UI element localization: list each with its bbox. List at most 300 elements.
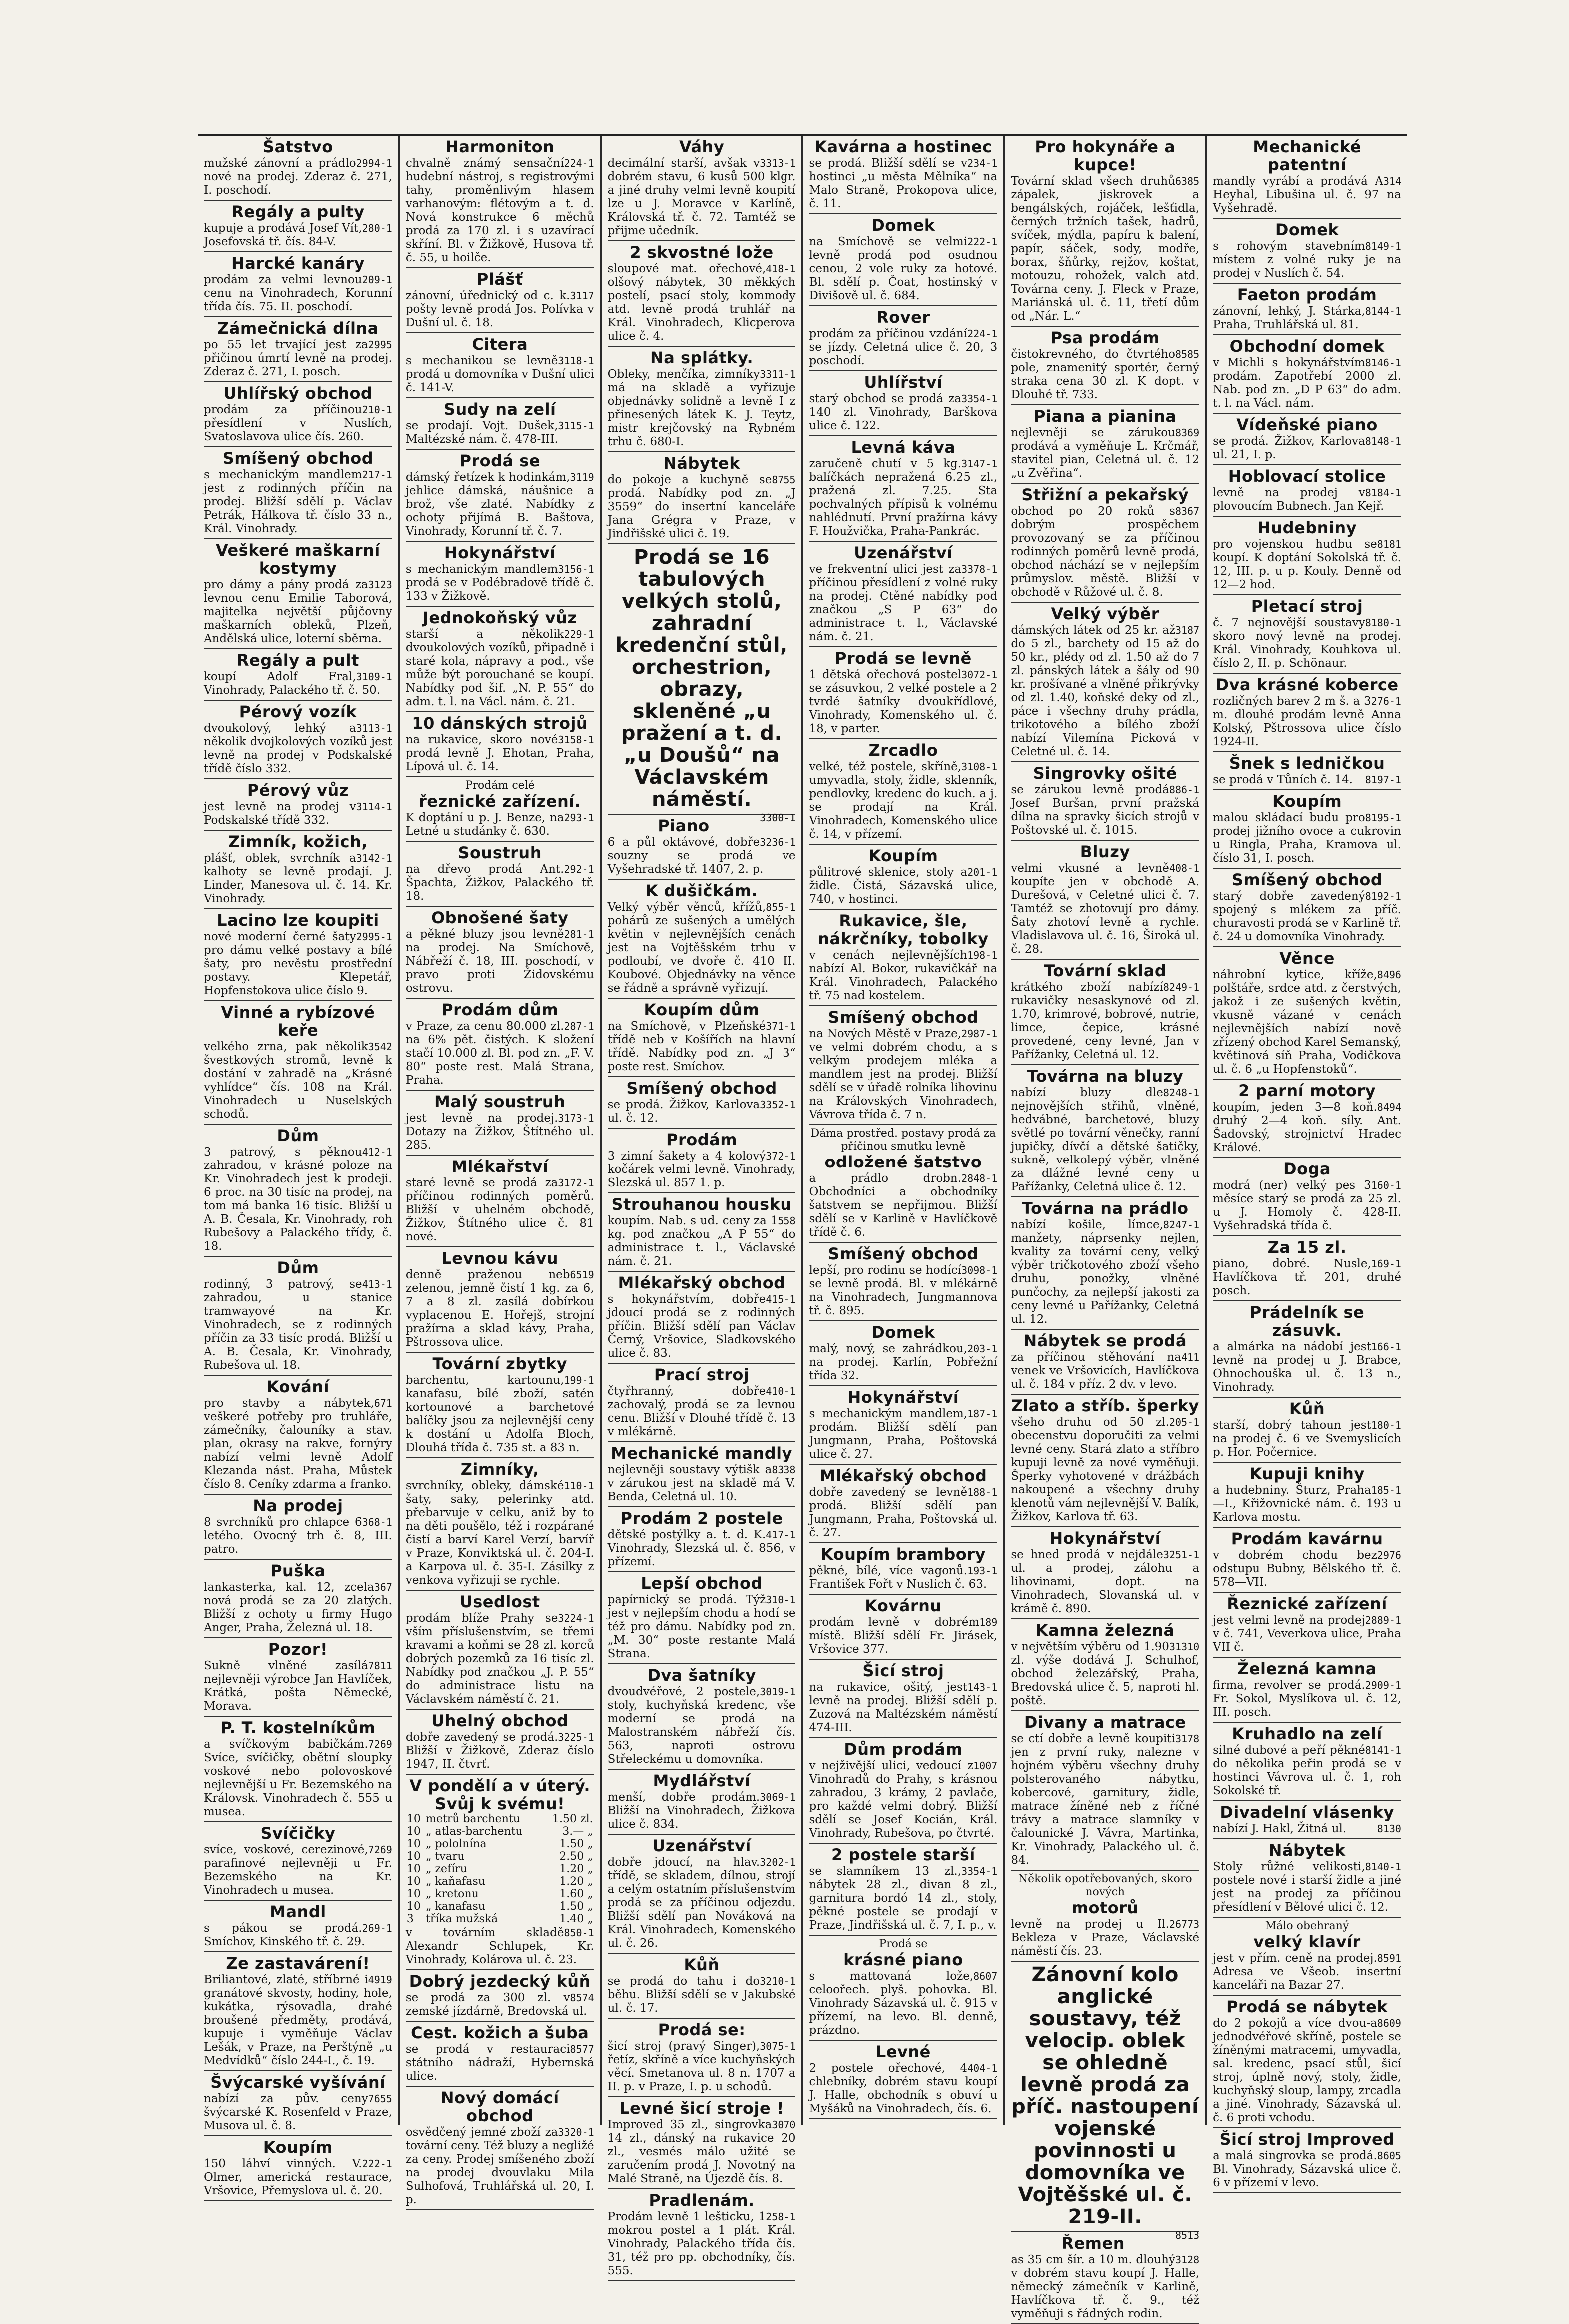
classified-ad — [1011, 762, 1199, 841]
column-1 — [198, 136, 398, 2197]
ad-title: Koupím — [1272, 792, 1342, 811]
classified-ad — [1213, 1398, 1401, 1463]
ad-text: starý obchod se prodá za 140 zl. Vinohrady, Barškova ulice č. 122. — [809, 392, 998, 432]
ad-text: obchod po 20 roků s dobrým prospěchem provozovaný se za příčinou rodinných poměrů levně prodá, obchod náchází se v nejlepším průmyslov. městě. Bližší v obchodě v Růžové ul. č. 8. — [1011, 505, 1200, 599]
ad-subtitle: Svůj k svému! — [435, 1794, 565, 1813]
ad-text: nabízí J. Hakl, Žitná ul. — [1213, 1822, 1347, 1835]
ad-body — [1213, 305, 1401, 332]
ad-body — [406, 2126, 594, 2207]
ad-text: mužské zánovní a prádlo nové na prodej. Zderaz č. 271, I. poschodí. — [204, 157, 392, 197]
classified-ad — [406, 1353, 594, 1458]
ad-body — [809, 235, 997, 303]
ad-code: 8496 — [1377, 969, 1401, 981]
ad-text: 3 zimní šakety a 4 kolový kočárek velmi levně. Vinohrady, Slezská ul. 857 1. p. — [607, 1150, 796, 1189]
ad-text: s mattovaná lože, celoořech. plyš. pohovka. Bl. Vinohrady Sázavská ul. č. 915 v přízemí, na levo. Bl. denně, prázdno. — [809, 1970, 998, 2037]
ad-code: 418-1 — [766, 263, 796, 275]
ad-text: dobře zavedený se prodá. Bližší v Žižkově, Zderaz číslo 1947, II. čtvrť. — [405, 1731, 594, 1771]
ad-code: 185-1 — [1371, 1484, 1401, 1496]
ad-text: a hudebniny. Šturz, Praha—I., Křižovnické nám. č. 193 u Karlova mostu. — [1213, 1484, 1401, 1524]
ad-body — [608, 2118, 796, 2186]
ad-text: Improved 35 zl., singrovka 14 zl., dánský na rukavice 20 zl., vesmés málo užité se zaručením prodá J. Novotný na Malé Straně, na Újezdě čís. 8. — [607, 2118, 796, 2185]
ad-title: Tovární sklad — [1044, 961, 1167, 980]
price-row — [406, 1888, 594, 1900]
ad-text: po 55 let trvající jest za přičinou úmrtí levně na prodej. Zderaz č. 271, I. posch. — [204, 338, 392, 378]
ad-title: Kamna železná — [1035, 1621, 1175, 1640]
ad-title: Věnce — [1279, 949, 1335, 968]
ad-text: kupuje a prodává Josef Vít, Josefovská tř. čís. 84-V. — [204, 222, 362, 248]
ad-text: na rukavice, ošitý, jest levně na prodej. Bližší sdělí p. Zuzová na Maltézském náměstí 474-III. — [809, 1681, 998, 1734]
ad-code: 4919 — [368, 1974, 392, 1986]
ad-body — [608, 1791, 796, 1831]
price-row — [406, 1875, 594, 1888]
ad-title: Kruhadlo na zelí — [1232, 1724, 1382, 1743]
ad-body — [809, 1616, 997, 1656]
ad-body — [1213, 356, 1401, 410]
ad-text: pro dámy a pány prodá za levnou cenu Emilie Taborová, majitelka největší půjčovny maškarních obleků, Plzeň, Andělská ulice, loterní sběrna. — [204, 578, 392, 645]
ad-title: Pozor! — [268, 1640, 328, 1659]
ad-body — [1213, 175, 1401, 215]
classified-ad — [1011, 2232, 1199, 2324]
price-row — [406, 1913, 594, 1925]
ad-code: 413-1 — [362, 1278, 392, 1290]
ad-title: Sudy na zelí — [443, 400, 556, 419]
price-cell: „ pololnína — [426, 1838, 487, 1850]
ad-title: Mechanické mandly — [611, 1444, 792, 1463]
classified-ad — [204, 1822, 392, 1901]
ad-code: 412-1 — [362, 1146, 392, 1158]
ad-text: denně praženou neb zelenou, jemně čistí 1 kg. za 6, 7 a 8 zl. zasílá dobírkou vyplacenou E. Hořejš, strojní pražírna a sklad kávy, Praha, Pštrossova ulice. — [405, 1268, 594, 1349]
ad-title: Dobrý jezdecký kůň — [409, 1972, 591, 1991]
price-cell: 10 — [406, 1875, 421, 1888]
ad-title: Řeznické zařízení — [1227, 1594, 1387, 1613]
classified-ad — [1213, 1996, 1401, 2128]
ad-text: koupím, jeden 3—8 koň. druhý 2—4 koň. síly. Ant. Šadovský, strojnictví Hradec Králové. — [1213, 1101, 1401, 1154]
ad-code: 276-1 — [1371, 695, 1401, 707]
classified-ad — [1213, 414, 1401, 465]
ad-title: Domek — [871, 1323, 935, 1342]
ad-body — [1011, 1918, 1199, 1958]
ad-body — [1213, 486, 1401, 513]
ad-code: 229-1 — [564, 628, 594, 640]
ad-text: č. 7 nejnovější soustavy skoro nový levně na prodej. Král. Vinohrady, Kouhkova ul. číslo 2, II. p. Schönaur. — [1213, 616, 1401, 670]
ad-code: 8609 — [1377, 2017, 1401, 2029]
ad-body — [809, 1172, 997, 1239]
ad-body — [204, 1738, 392, 1819]
ad-code: 3115-1 — [558, 420, 594, 432]
ad-code: 287-1 — [564, 1020, 594, 1032]
ad-code: 224-1 — [564, 157, 594, 169]
ad-code: 3320-1 — [558, 2126, 594, 2138]
ad-code: 8755 — [772, 474, 796, 486]
ad-body — [608, 1214, 796, 1268]
ad-title: motorů — [1071, 1898, 1139, 1917]
ad-text: a prádlo drobn. Obchodníci a obchodníky šatstvem se nepřijmou. Bližší sdělí se v Karlině v Havlíčkově třídě č. 6. — [809, 1172, 998, 1239]
ad-body — [1011, 2253, 1199, 2321]
price-cell: „ atlas-barchentu — [426, 1825, 523, 1838]
ad-text: prodám levně v dobrém místě. Bližší sdělí Fr. Jirásek, Vršovice 377. — [809, 1616, 998, 1656]
ad-title: Divadelní vlásenky — [1220, 1803, 1394, 1822]
ad-title: Mlékařství — [451, 1157, 549, 1176]
ad-text: K doptání u p. J. Benze, na Letné u studánky č. 630. — [405, 811, 564, 838]
ad-code: 7269 — [368, 1844, 392, 1856]
classified-ad — [1011, 327, 1199, 405]
ad-body — [1011, 1351, 1199, 1391]
ad-title: Kupuji knihy — [1249, 1464, 1365, 1483]
ad-text: malou skládací budu pro prodej jižního ovoce a cukrovin u Ringla, Praha, Kramova ul. číslo 31, I. posch. — [1213, 811, 1401, 865]
ad-body — [204, 157, 392, 197]
ad-body — [1011, 981, 1199, 1062]
ad-code: 8148-1 — [1365, 435, 1401, 447]
ad-title: Prodá se nábytek — [1226, 1997, 1388, 2016]
ad-text: svrchníky, obleky, dámské šaty, saky, pelerinky atd. přebarvuje v celku, aniž by to na děti poušělo, též i rozpárané čistí a barví Karel Verzí, barvíř v Praze, Konviktská ul. č. 204-I. a Karpova ul. č. 35-I. Zásilky z venkova vyřizuji se rychle. — [405, 1479, 594, 1587]
ad-title: Nábytek se prodá — [1023, 1331, 1187, 1350]
ad-title: Zimníky, — [460, 1460, 539, 1479]
ad-code: 3236-1 — [760, 836, 796, 848]
ad-body — [1213, 811, 1401, 865]
ad-body — [1011, 175, 1199, 323]
classified-ad — [204, 1376, 392, 1495]
ad-text: 6 a půl oktávové, dobře souzny se prodá ve Vyšehradské tř. 1407, 2. p. — [607, 836, 796, 876]
ad-title: Usedlost — [459, 1592, 540, 1611]
classified-ad — [809, 739, 997, 845]
ad-body — [809, 949, 997, 1003]
ad-body — [809, 1564, 997, 1591]
classified-ad — [204, 252, 392, 317]
column-3 — [600, 136, 802, 2277]
classified-ad — [809, 1125, 997, 1243]
classified-ad — [406, 268, 594, 333]
classified-ad — [608, 347, 796, 452]
classified-ad — [406, 1710, 594, 1775]
ad-title: Lacino lze koupiti — [217, 911, 379, 930]
ad-text: na rukavice, skoro nové prodá levně J. Ehotan, Praha, Lípová ul. č. 14. — [405, 733, 594, 773]
ad-preamble: Prodá se — [879, 1938, 928, 1950]
ad-code: 3352-1 — [760, 1099, 796, 1111]
classified-ad — [204, 1952, 392, 2071]
classified-ad — [1213, 1723, 1401, 1801]
ad-text: starší, dobrý tahoun jest na prodej č. 6 ve Svemyslicích p. Hor. Počernice. — [1213, 1419, 1401, 1459]
ad-body — [809, 563, 997, 644]
ad-code: 367 — [374, 1581, 392, 1593]
ad-code: 160-1 — [1371, 1179, 1401, 1191]
ad-body — [1011, 783, 1199, 837]
classified-ad — [1011, 1711, 1199, 1871]
ad-body — [204, 1922, 392, 1949]
ad-body — [608, 2040, 796, 2094]
ad-body — [809, 1264, 997, 1318]
ad-code: 855-1 — [766, 901, 796, 913]
ad-body — [204, 1516, 392, 1556]
ad-body — [608, 836, 796, 876]
classified-columns — [198, 134, 1407, 2320]
classified-ad — [406, 450, 594, 542]
ad-body — [204, 670, 392, 697]
ad-body — [204, 1040, 392, 1121]
ad-text: dámský řetízek k hodinkám, jehlice dámská, náušnice a brož, vše zlaté. Nabídky z ochoty přijímá B. Baštova, Vinohrady, Korunní tř. č. 7. — [405, 471, 594, 538]
ad-text: v nejživější ulici, vedoucí z Vinohradů do Prahy, s krásnou zahradou, 3 krámy, 2 pavlače, pro každé velmi dobrý. Bližší sdělí se Josef Kocián, Král. Vinohrady, Rubešova, po čtvrté. — [809, 1759, 998, 1840]
ad-code: 169-1 — [1371, 1258, 1401, 1270]
ad-text: 8 svrchníků pro chlapce 6 letého. Ovocný trh č. 8, III. patro. — [204, 1516, 392, 1556]
ad-code: 310-1 — [766, 1594, 796, 1606]
ad-code: 3354-1 — [961, 393, 998, 405]
ad-text: Prodám levně 1 lešticku, 1 mokrou postel a 1 plát. Král. Vinohrady, Palackého třída čís. 31, též pro pp. obchodníky, čís. 555. — [607, 2210, 796, 2277]
ad-text: Stoly růžné velikosti, postele nové i starší židle a jiné jest na prodej za příčinou přesídlení v Bělové ulici č. 12. — [1213, 1860, 1401, 1914]
classified-ad — [809, 214, 997, 306]
classified-ad — [608, 2097, 796, 2189]
ad-body — [608, 1098, 796, 1125]
ad-body — [204, 1581, 392, 1635]
ad-text: v Praze, za cenu 80.000 zl. na 6% pět. čistých. K složení stačí 10.000 zl. Bl. pod zn. „F. V. 80“ poste rest. Malá Strana, Praha. — [405, 1020, 594, 1087]
classified-ad — [809, 910, 997, 1006]
classified-ad — [1213, 1080, 1401, 1158]
ad-text: starší a několik dvoukolových vozíků, připadně i staré kola, nápravy a pod., vše může být porouchané se koupí. Nabídky pod šif. „N. P. 55“ do adm. t. l. na Václ. nám. č. 21. — [405, 628, 594, 708]
ad-code: 3172-1 — [558, 1177, 594, 1189]
ad-body — [1213, 1614, 1401, 1654]
ad-code: 3147-1 — [961, 458, 998, 470]
ad-body — [1213, 890, 1401, 944]
classified-ad — [1213, 674, 1401, 752]
ad-text: mandly vyrábí a prodává A Heyhal, Libušina ul. č. 97 na Vyšehradě. — [1213, 175, 1401, 215]
ad-title: Domek — [1275, 220, 1339, 239]
ad-body — [1213, 1179, 1401, 1233]
ad-title: Lepší obchod — [641, 1574, 763, 1593]
ad-text: s mechanickým mandlem prodá se v Podébradově třídě č. 133 v Žižkově. — [405, 563, 594, 603]
ad-body — [1213, 1860, 1401, 1914]
ad-code: 2889-1 — [1365, 1614, 1401, 1626]
classified-ad — [809, 1543, 997, 1595]
ad-body — [406, 1612, 594, 1706]
ad-code: 404-1 — [967, 2062, 998, 2074]
ad-text: Obleky, menčíka, zimníky má na skladě a vyřizuje objednávky solidně a levně I z přinesených látek K. J. Teytz, mistr krejčovský na Rybném trhu č. 680-I. — [607, 368, 796, 448]
ad-code: 3224-1 — [558, 1612, 594, 1624]
ad-code: 187-1 — [967, 1408, 998, 1420]
classified-ad — [204, 1717, 392, 1822]
ad-body — [1213, 2149, 1401, 2190]
ad-text: a malá singrovka se prodá. Bl. Vinohrady, Sázavská ulice č. 6 v přízemí v levo. — [1213, 2149, 1401, 2189]
ad-title: Zánovní kolo anglické soustavy, též velocip. oblek se ohledně levně prodá za příč. nastoupení vojenské povinnosti u domovníka ve Vojtěšské ul. č. 219-II. — [1011, 1963, 1199, 2228]
ad-text: modrá (ner) velký pes 3 měsíce starý se prodá za 25 zl. u J. Homoly č. 428-II. Vyšehradská třída č. — [1213, 1179, 1401, 1232]
ad-body — [406, 1176, 594, 1244]
ad-body — [809, 1759, 997, 1840]
ad-body — [1011, 505, 1199, 599]
ad-code: 2995-1 — [356, 931, 392, 943]
ad-title: Vinné a rybízové keře — [221, 1003, 375, 1040]
classified-ad — [406, 1458, 594, 1591]
classified-ad — [809, 1243, 997, 1321]
classified-ad — [1011, 1527, 1199, 1619]
ad-body — [406, 1268, 594, 1349]
column-6 — [1205, 136, 1407, 2189]
ad-code: 6385 — [1175, 175, 1200, 187]
ad-code: 180-1 — [1371, 1419, 1401, 1431]
ad-body — [1213, 616, 1401, 670]
ad-body — [406, 157, 594, 265]
classified-ad — [406, 398, 594, 450]
ad-body — [406, 354, 594, 395]
ad-code: 8149-1 — [1365, 240, 1401, 252]
ad-title: Pérový vůz — [247, 781, 349, 800]
price-cell: „ tvaru — [426, 1850, 465, 1863]
classified-ad — [809, 1006, 997, 1125]
ad-code: 3069-1 — [760, 1791, 796, 1803]
classified-ad — [608, 2019, 796, 2097]
classified-ad — [809, 306, 997, 371]
ad-text: levně na prodej u Il. Bekleza v Praze, Václavské náměstí čís. 23. — [1011, 1918, 1200, 1958]
ad-text: 3 patrový, s pěknou zahradou, v krásné poloze na Kr. Vinohradech jest k prodeji. 6 proc. na 30 tisíc na prodej, na tom má banka 16 tisíc. Bližší u A. B. Česala, Kr. Vinohrady, roh Rubešovy a Palackého třídy, č. 18. — [204, 1146, 392, 1253]
ad-code: 8369 — [1175, 427, 1200, 439]
ad-text: s hokynářstvím, dobře jdoucí prodá se z rodinných příčin. Bližší sdělí pan Václav Černý, Vršovice, Sladkovského ulice č. 83. — [607, 1293, 796, 1360]
ad-title: Hokynářství — [444, 543, 556, 562]
ad-title: Soustruh — [458, 843, 542, 862]
ad-title: Smíšený obchod — [626, 1079, 777, 1098]
column-2 — [398, 136, 600, 2206]
ad-body — [1011, 1548, 1199, 1616]
price-cell: 1.50 „ — [559, 1838, 593, 1850]
ad-code: 258-1 — [766, 2211, 796, 2223]
ad-text: se prodá. Žižkov, Karlova ul. č. 12. — [607, 1098, 760, 1125]
ad-text: nabízí za pův. ceny švýcarské K. Rosenfeld v Praze, Musova ul. č. 8. — [204, 2092, 392, 2132]
ad-body — [406, 419, 594, 446]
classified-ad — [1213, 1528, 1401, 1593]
ad-body — [1213, 1952, 1401, 1992]
ad-code: 189 — [979, 1616, 998, 1628]
classified-ad — [1213, 335, 1401, 414]
ad-body — [608, 1593, 796, 1661]
classified-ad — [1011, 1962, 1200, 2241]
ad-code: 3542 — [368, 1041, 392, 1053]
ad-code: 8144-1 — [1365, 305, 1401, 317]
classified-ad — [809, 371, 997, 436]
ad-code: 110-1 — [564, 1480, 594, 1492]
ad-code: 8513 — [1175, 2229, 1200, 2241]
ad-title: Smíšený obchod — [828, 1244, 979, 1263]
ad-code: 198-1 — [967, 949, 998, 961]
ad-title: Za 15 zl. — [1267, 1238, 1347, 1257]
ad-body — [204, 468, 392, 536]
price-row — [406, 1813, 594, 1825]
ad-code: 7269 — [368, 1738, 392, 1750]
ad-title: Faeton prodám — [1237, 285, 1377, 304]
ad-code: 3109-1 — [356, 671, 392, 683]
classified-ad — [204, 447, 392, 539]
ad-text: půlitrové sklenice, stoly a židle. Čistá, Sázavská ulice, 740, v hostinci. — [809, 866, 998, 906]
ad-body — [608, 1463, 796, 1504]
ad-title: Prodá se: — [658, 2020, 746, 2039]
ad-text: jest levně na prodej v Podskalské třídě 332. — [204, 800, 356, 827]
classified-ad — [608, 1572, 796, 1664]
classified-ad — [1011, 484, 1199, 603]
ad-code: 3070 — [772, 2119, 796, 2131]
ad-code: 8195-1 — [1365, 812, 1401, 824]
ad-body — [1213, 1340, 1401, 1394]
price-cell: 10 — [406, 1900, 421, 1913]
ad-text: se hned prodá v nejdále ul. a prodej, zálohu a lihovinami, dopt. na Vinohradech, Slovanská ul. v krámě č. 890. — [1011, 1548, 1200, 1615]
ad-body — [809, 668, 997, 736]
ad-text: Briliantové, zlaté, stříbrné i granátové skvosty, hodiny, hole, kukátka, rýsovadla, drahé broušené předměty, prodává, kupuje i vyměňuje Václav Lešák, v Praze, na Perštýně „u Medvídků“ číslo 244-I., č. 19. — [204, 1973, 392, 2067]
ad-code: 8140-1 — [1365, 1861, 1401, 1873]
ad-body — [809, 1865, 997, 1932]
price-cell: metrů barchentu — [426, 1813, 520, 1825]
classified-ad — [809, 1465, 997, 1543]
ad-body — [809, 760, 997, 841]
classified-ad — [608, 1193, 796, 1272]
classified-ad — [204, 382, 392, 447]
ad-title: Plášť — [476, 270, 523, 289]
ad-text: nabízí bluzy dle nejnovějších střihů, vlněné, hedvábné, barchetové, bluzy světlé po tovární věnečky, ranní jupičky, dívčí a dětské šatičky, sukně, velkolepý výběr, vlněné za dlážné levné ceny u Pařížanky, Celetná ulice č. 12. — [1011, 1086, 1200, 1193]
ad-text: as 35 cm šír. a 10 m. dlouhý v dobrém stavu koupí J. Halle, německý zámečník v Karlině, Havlíčkova tř. č. 9., též vyměňuji s řádných rodin. — [1011, 2253, 1200, 2320]
classified-ad — [406, 607, 594, 712]
ad-text: rodinný, 3 patrový, se zahradou, u stanice tramwayové na Kr. Vinohradech, se z rodinných příčin za 33 tisíc prodá. Bližší u A. B. Česala, Kr. Vinohrady, Rubešova ul. 18. — [204, 1278, 392, 1372]
ad-title: K dušičkám. — [645, 881, 758, 900]
classified-ad — [608, 1077, 796, 1129]
price-cell: 1.20 „ — [559, 1875, 593, 1888]
classified-ad — [1011, 1619, 1199, 1711]
ad-title: Hoblovací stolice — [1228, 467, 1386, 486]
ad-body — [1213, 1822, 1401, 1836]
ad-text: dvoukolový, lehký a několik dvojkolových vozíků jest levně na prodej v Podskalské třídě číslo 332. — [204, 722, 392, 775]
ad-title: Prodám — [666, 1130, 738, 1149]
ad-body — [608, 1975, 796, 2015]
ad-title: Smíšený obchod — [222, 449, 374, 468]
ad-text: dětské postýlky a. t. d. K. Vinohrady, Slezská ul. č. 856, v přízemí. — [607, 1528, 796, 1568]
classified-ad — [1213, 1801, 1401, 1839]
ad-code: 203-1 — [967, 1343, 998, 1355]
classified-ad — [608, 1835, 796, 1954]
ad-body — [204, 2157, 392, 2198]
price-cell: tříka mužská — [426, 1913, 498, 1925]
ad-body — [204, 273, 392, 314]
classified-ad — [1213, 1658, 1401, 1723]
classified-ad — [204, 649, 392, 701]
price-cell: 1.40 „ — [559, 1913, 593, 1925]
ad-text: a pěkné bluzy jsou levně na prodej. Na Smíchově, Nábřeží č. 18, III. poschodí, v pravo proti Židovskému ostrovu. — [405, 928, 594, 995]
ad-body — [204, 852, 392, 906]
price-cell: 3.— „ — [562, 1825, 593, 1838]
ad-text: s rohovým stavebním místem z volné ruky je na prodej v Nuslích č. 54. — [1213, 240, 1401, 280]
ad-text: s mechanickým mandlem jest z rodinných příčin na prodej. Bližší sdělí p. Václav Petrák, Hálkova tř. číslo 33 n., Král. Vinohrady. — [204, 468, 392, 535]
ad-text: nejlevněji se zárukou prodává a vyměňuje L. Krčmář, stavitel pian, Celetná ul. č. 12 „u Zvěřina“. — [1011, 426, 1200, 480]
ad-title: Prací stroj — [654, 1365, 750, 1384]
ad-body — [406, 1374, 594, 1455]
price-cell: 2.50 „ — [559, 1850, 593, 1863]
ad-body — [809, 2062, 997, 2116]
ad-title: Továrna na prádlo — [1021, 1199, 1189, 1218]
ad-title: 10 dánských strojů — [412, 714, 588, 733]
ad-code: 8247-1 — [1163, 1219, 1200, 1231]
ad-text: staré levně se prodá za příčinou rodinných poměrů. Bližší v uhelném obchodě, Žižkov, Štítného ulice č. 81 nové. — [405, 1176, 594, 1243]
ad-body — [204, 722, 392, 776]
ad-code: 3117 — [570, 290, 594, 302]
ad-title: Kování — [266, 1377, 330, 1396]
ad-text: koupím. Nab. s ud. ceny za 1 kg. pod značkou „A P 55“ do administrace t. l., Václavské nám. č. 21. — [607, 1214, 796, 1268]
ad-text: na Smíchově, v Plzeňské třídě neb v Košířích na hlavní třídě. Nabídky pod zn. „J 3“ poste rest. Smíchov. — [607, 1020, 796, 1073]
classified-ad — [204, 831, 392, 909]
ad-text: 2 postele ořechové, 4 chlebníky, dobrém stavu koupí J. Halle, obchodník s obuví u Myšáků na Vinohradech, čís. 6. — [809, 2062, 998, 2115]
ad-text: dvoudvéřové, 2 postele, stoly, kuchyňská kredenc, vše moderní se prodá na Malostranském nábřeží čís. 563, naproti ostrovu Střeleckému u domovníka. — [607, 1685, 796, 1766]
ad-text: Velký výběr věnců, křížů, pohárů ze sušených a umělých květin v nejlevnějších cenách jest na Vojtěšském trhu v podloubí, ve dvoře č. 410 II. Koubové. Objednávky na věnce se řádně a správně vyřizují. — [607, 901, 796, 995]
ad-text: prodám za velmi levnou cenu na Vinohradech, Korunní třída čís. 75. II. poschodí. — [204, 273, 392, 313]
price-cell: 1.50 zl. — [552, 1813, 593, 1825]
classified-ad — [204, 1495, 392, 1560]
ad-body — [204, 1843, 392, 1897]
ad-code: 222-1 — [362, 2158, 392, 2170]
ad-title: Prádelník se zásuvk. — [1249, 1303, 1365, 1340]
ad-code: 292-1 — [564, 863, 594, 875]
price-cell: 10 — [406, 1813, 421, 1825]
classified-ad — [608, 452, 796, 544]
classified-ad — [406, 712, 594, 777]
ad-text: prodám blíže Prahy se vším příslušenstvím, se třemi kravami a koňmi se 28 zl. korců dobrých pozemků za 16 tisíc zl. Nabídky pod značkou „J. P. 55“ do administrace listu na Václavském náměstí č. 21. — [405, 1612, 594, 1706]
